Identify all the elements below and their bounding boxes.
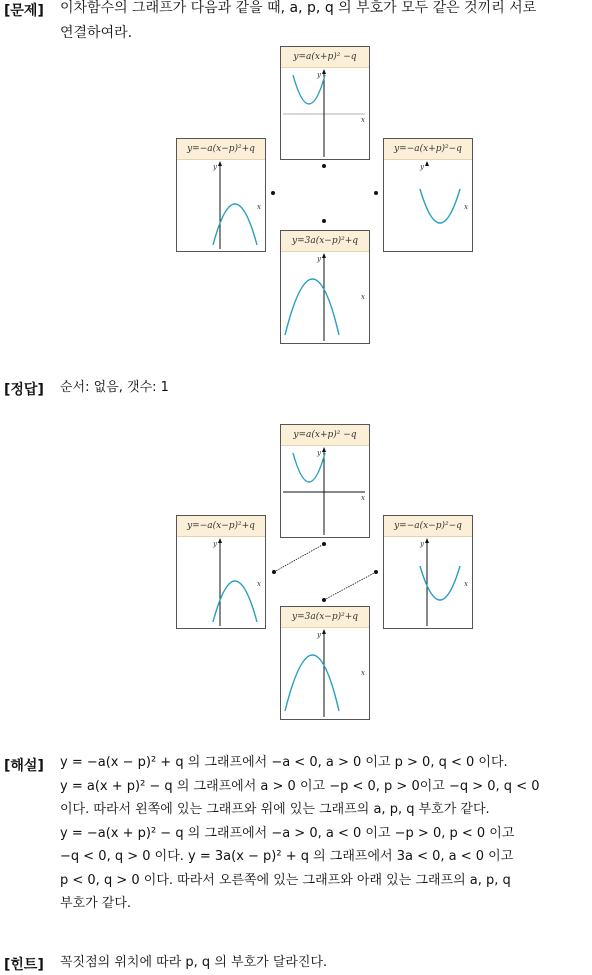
explanation-line: p < 0, q > 0 이다. 따라서 오른쪽에 있는 그래프와 아래 있는 그래프의 a, p, q (60, 872, 511, 888)
answer-dot-left[interactable] (272, 570, 276, 574)
axis-y-label: y (317, 255, 321, 263)
axis-x-label: x (361, 293, 365, 301)
axis-y-label: y (420, 163, 424, 171)
axis-x-label: x (361, 669, 365, 677)
answer-dot-top[interactable] (322, 542, 326, 546)
problem-line-2: 연결하여라. (60, 25, 133, 41)
axis-y-label: y (213, 163, 217, 171)
axis-y-label: y (213, 540, 217, 548)
axis-y-label: y (317, 71, 321, 79)
answer-graph-card-bottom-equation: y=3a(x−p)²+q (281, 607, 369, 628)
graph-card-bottom-equation: y=3a(x−p)²+q (281, 231, 369, 252)
axis-x-label: x (464, 203, 468, 211)
answer-dot-right[interactable] (374, 570, 378, 574)
axis-x-label: x (361, 494, 365, 502)
explanation-text (60, 751, 590, 916)
answer-graph-card-top-equation: y=a(x+p)² −q (281, 425, 369, 446)
problem-line-1: 이차함수의 그래프가 다음과 같을 때, a, p, q 의 부호가 모두 같은 것끼리 서로 (60, 0, 537, 16)
explanation-line: y = −a(x − p)² + q 의 그래프에서 −a < 0, a > 0 이고 p > 0, q < 0 이다. (60, 755, 508, 770)
explanation-line: y = a(x + p)² − q 의 그래프에서 a > 0 이고 −p < 0, p > 0이고 −q > 0, q < 0 (60, 778, 540, 794)
hint-tag: [힌트] (4, 957, 44, 973)
explanation-line: 이다. 따라서 왼쪽에 있는 그래프와 위에 있는 그래프의 a, p, q 부호가 같다. (60, 802, 490, 817)
answer-graph-card-right-equation: y=−a(x−p)²−q (384, 516, 472, 537)
axis-x-label: x (257, 580, 261, 588)
explanation-tag: [해설] (4, 758, 44, 774)
axis-y-label: y (420, 540, 424, 548)
axis-x-label: x (257, 203, 261, 211)
axis-y-label: y (317, 631, 321, 639)
answer-graph-card-left-equation: y=−a(x−p)²+q (177, 516, 265, 537)
axis-x-label: x (361, 116, 365, 124)
graph-card-top-equation: y=a(x+p)² −q (281, 47, 369, 68)
answer-dot-bottom[interactable] (322, 598, 326, 602)
answer-tag: [정답] (4, 382, 44, 398)
axis-y-label: y (317, 449, 321, 457)
explanation-line: −q < 0, q > 0 이다. y = 3a(x − p)² + q 의 그래프에서 3a < 0, a < 0 이고 (60, 849, 514, 864)
explanation-line: y = −a(x + p)² − q 의 그래프에서 −a > 0, a < 0 이고 −p > 0, p < 0 이고 (60, 825, 515, 841)
hint-text: 꼭짓점의 위치에 따라 p, q 의 부호가 달라진다. (60, 955, 328, 970)
answer-text: 순서: 없음, 갯수: 1 (60, 380, 169, 395)
problem-tag: [문제] (4, 3, 44, 19)
explanation-line: 부호가 같다. (60, 896, 132, 911)
graph-card-right-equation: y=−a(x+p)²−q (384, 139, 472, 160)
graph-card-left-equation: y=−a(x−p)²+q (177, 139, 265, 160)
axis-x-label: x (464, 580, 468, 588)
